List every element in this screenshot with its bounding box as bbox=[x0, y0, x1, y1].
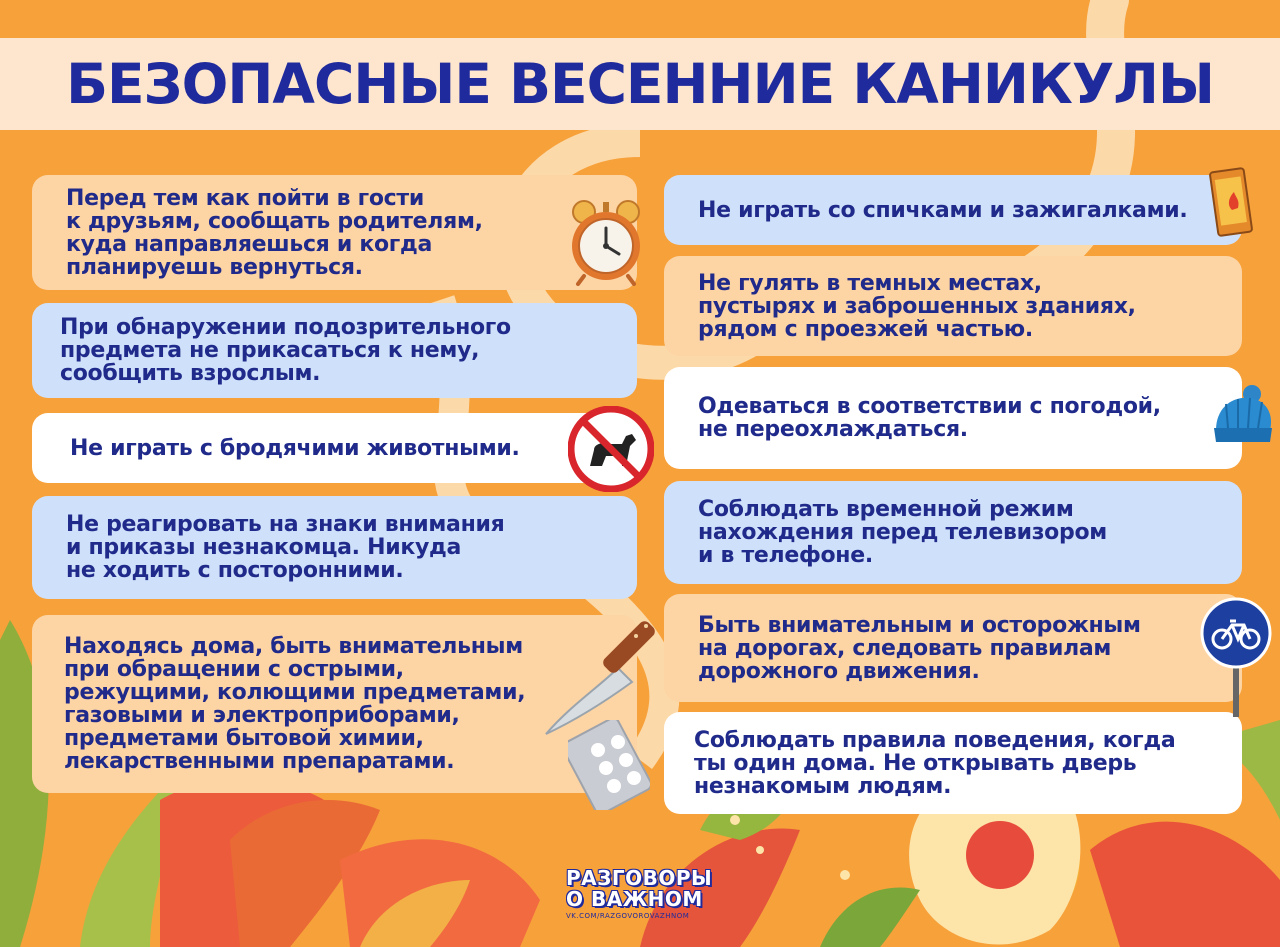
bicycle-sign-icon bbox=[1200, 597, 1272, 717]
razgovory-logo bbox=[566, 868, 712, 920]
knife-icon bbox=[540, 606, 662, 736]
rule-text: Перед тем как пойти в гости к друзьям, сообщать родителям, куда направляешься и когда планируешь вернуться. bbox=[66, 185, 483, 280]
matches-icon bbox=[1208, 166, 1256, 238]
rule-text: Соблюдать правила поведения, когда ты один дома. Не открывать дверь незнакомым людям. bbox=[694, 727, 1176, 799]
rule-text: Не играть со спичками и зажигалками. bbox=[698, 197, 1188, 223]
rule-card bbox=[664, 594, 1242, 702]
rule-text: Одеваться в соответствии с погодой, не переохлаждаться. bbox=[698, 394, 1161, 442]
rule-text: Быть внимательным и осторожным на дорогах, следовать правилам дорожного движения. bbox=[698, 612, 1141, 684]
rule-card bbox=[32, 496, 637, 599]
pills-icon bbox=[568, 720, 650, 810]
logo-line-2: О ВАЖНОМ bbox=[566, 887, 703, 911]
knit-hat-icon bbox=[1208, 384, 1280, 448]
alarm-clock-icon bbox=[566, 198, 646, 286]
rule-text: Соблюдать временной режим нахождения перед телевизором и в телефоне. bbox=[698, 497, 1107, 568]
rule-card bbox=[32, 175, 637, 290]
no-dogs-sign-icon bbox=[568, 406, 654, 492]
rule-card bbox=[32, 303, 637, 398]
rule-card bbox=[664, 367, 1242, 469]
logo-url: VK.COM/RAZGOVOROVAZHNOM bbox=[566, 912, 690, 920]
rule-text: Не реагировать на знаки внимания и приказы незнакомца. Никуда не ходить с посторонними. bbox=[66, 512, 505, 583]
rule-card bbox=[664, 256, 1242, 356]
rule-card bbox=[664, 481, 1242, 584]
rule-card bbox=[32, 413, 637, 483]
rule-text: Находясь дома, быть внимательным при обращении с острыми, режущими, колющими предметами, газовыми и электроприборами, предметами бытовой химии, лекарственными препаратами. bbox=[64, 634, 526, 774]
rule-card bbox=[664, 175, 1242, 245]
logo-line-1: РАЗГОВОРЫ bbox=[566, 866, 713, 890]
rule-text: При обнаружении подозрительного предмета не прикасаться к нему, сообщить взрослым. bbox=[60, 315, 511, 386]
rule-text: Не играть с бродячими животными. bbox=[70, 435, 520, 461]
page-title: БЕЗОПАСНЫЕ ВЕСЕННИЕ КАНИКУЛЫ bbox=[66, 52, 1214, 116]
rule-card bbox=[664, 712, 1242, 814]
rule-text: Не гулять в темных местах, пустырях и заброшенных зданиях, рядом с проезжей частью. bbox=[698, 270, 1136, 342]
title-bar bbox=[0, 38, 1280, 130]
